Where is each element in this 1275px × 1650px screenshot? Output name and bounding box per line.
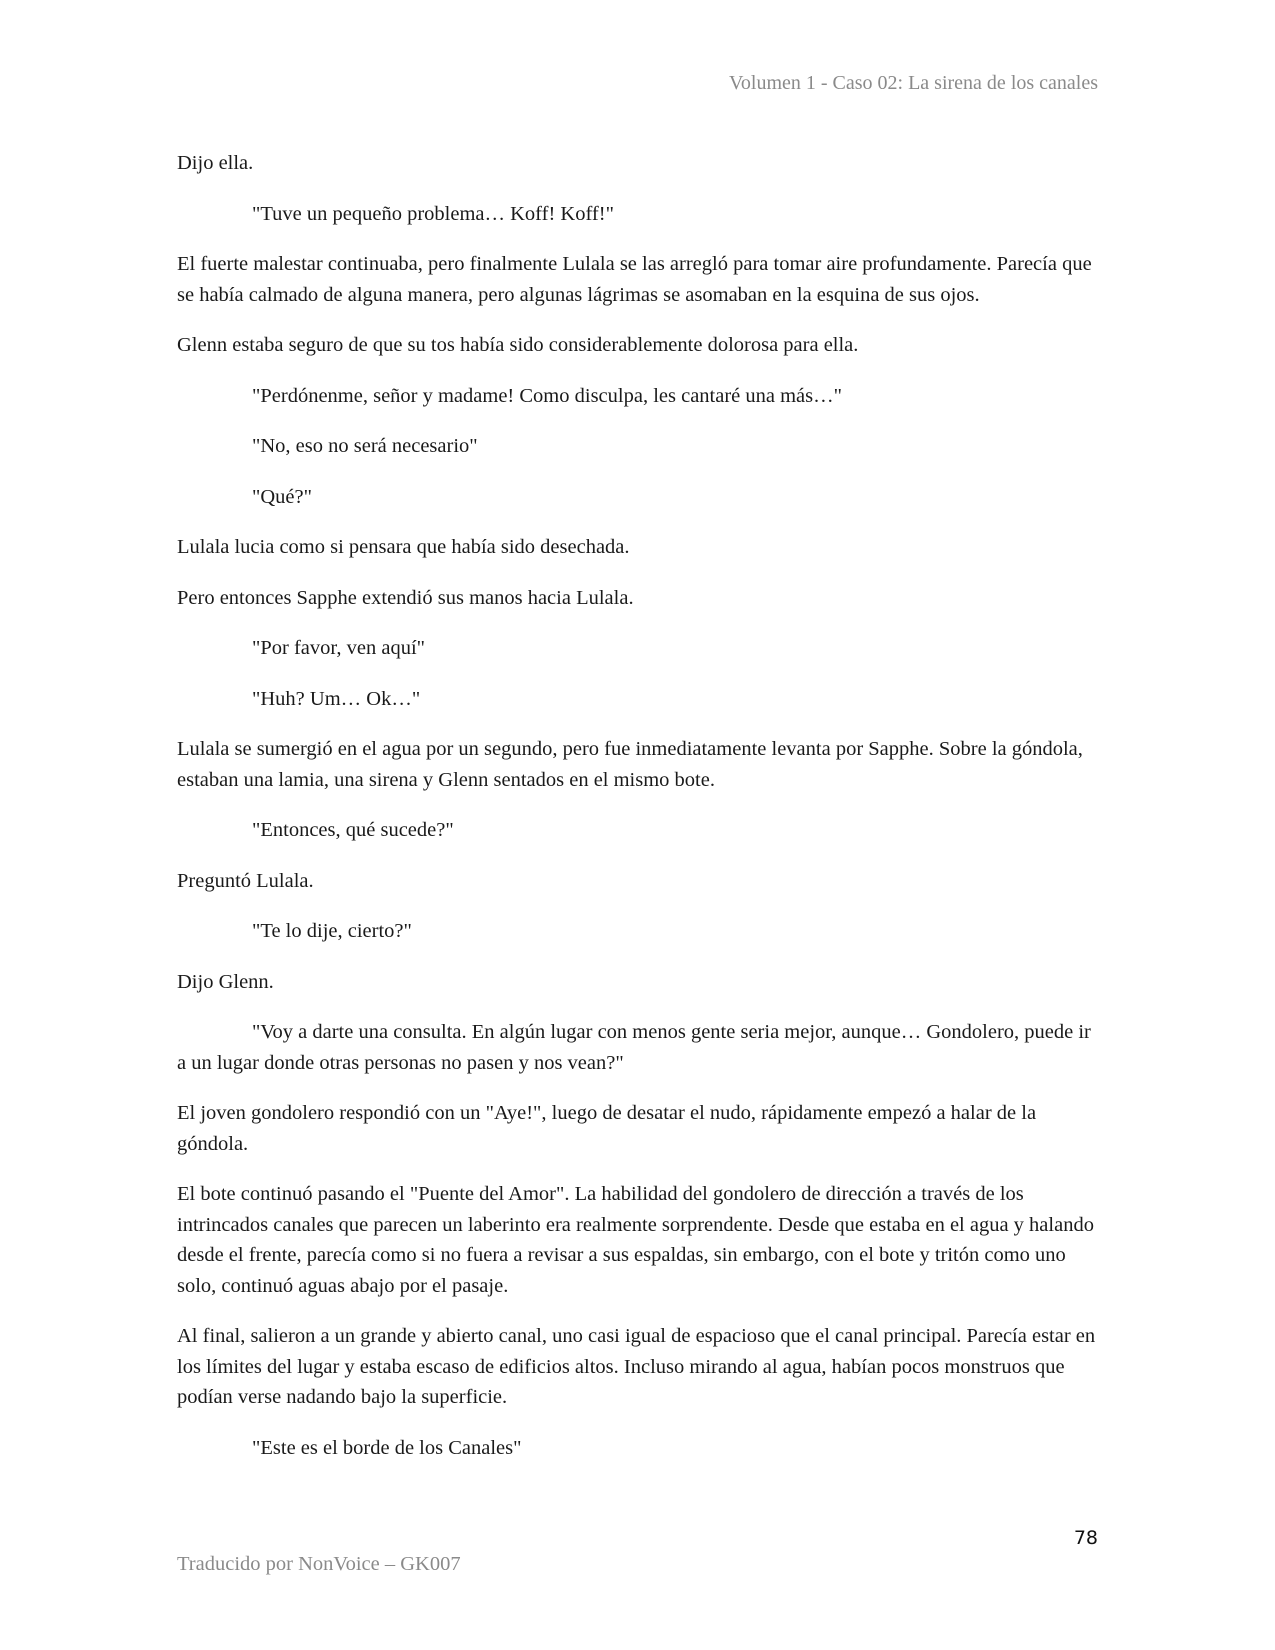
translator-credit: Traducido por NonVoice – GK007 bbox=[177, 1553, 461, 1575]
dialog-paragraph: "Tuve un pequeño problema… Koff! Koff!" bbox=[252, 202, 614, 225]
running-header: Volumen 1 - Caso 02: La sirena de los canales bbox=[729, 72, 1098, 94]
paragraph: Lulala se sumergió en el agua por un segundo, pero fue inmediatamente levanta por Sapphe. Sobre la góndola, estaban una lamia, una sirena y Glenn sentados en el mismo bote. bbox=[177, 738, 1083, 791]
dialog-paragraph: "Huh? Um… Ok…" bbox=[252, 687, 421, 710]
paragraph: Lulala lucia como si pensara que había sido desechada. bbox=[177, 536, 630, 558]
paragraph: Pero entonces Sapphe extendió sus manos hacia Lulala. bbox=[177, 586, 634, 609]
dialog-paragraph: "Perdónenme, señor y madame! Como disculpa, les cantaré una más…" bbox=[252, 384, 842, 407]
paragraph: Al final, salieron a un grande y abierto canal, uno casi igual de espacioso que el canal principal. Parecía estar en los límites del lugar y estaba escaso de edificios altos. Incluso mirando al agua, habían pocos monstruos que podían verse nadando bajo la superficie. bbox=[177, 1325, 1096, 1408]
paragraph: Dijo Glenn. bbox=[177, 970, 274, 993]
dialog-paragraph: "No, eso no será necesario" bbox=[252, 435, 478, 457]
paragraph: Glenn estaba seguro de que su tos había sido considerablemente dolorosa para ella. bbox=[177, 334, 859, 356]
paragraph: Preguntó Lulala. bbox=[177, 869, 314, 892]
dialog-paragraph: "Por favor, ven aquí" bbox=[252, 637, 426, 659]
dialog-paragraph: "Voy a darte una consulta. En algún lugar con menos gente seria mejor, aunque… Gondolero, puede ir a un lugar donde otras personas no pasen y nos vean?" bbox=[177, 1021, 1091, 1074]
dialog-paragraph: "Qué?" bbox=[252, 485, 312, 508]
paragraph: El fuerte malestar continuaba, pero finalmente Lulala se las arregló para tomar aire profundamente. Parecía que se había calmado de alguna manera, pero algunas lágrimas se asomaban en la esquina de sus ojos. bbox=[177, 253, 1092, 306]
dialog-paragraph: "Este es el borde de los Canales" bbox=[252, 1436, 522, 1459]
body-text bbox=[177, 148, 1098, 1483]
paragraph: Dijo ella. bbox=[177, 152, 254, 174]
dialog-paragraph: "Te lo dije, cierto?" bbox=[252, 920, 412, 942]
paragraph: El bote continuó pasando el "Puente del Amor". La habilidad del gondolero de dirección a través de los intrincados canales que parecen un laberinto era realmente sorprendente. Desde que estaba en el agua y halando desde el frente, parecía como si no fuera a revisar a sus espaldas, sin embargo, con el bote y tritón como uno solo, continuó aguas abajo por el pasaje. bbox=[177, 1183, 1094, 1297]
page-number: 78 bbox=[1073, 1527, 1098, 1549]
dialog-paragraph: "Entonces, qué sucede?" bbox=[252, 819, 454, 841]
paragraph: El joven gondolero respondió con un "Aye!", luego de desatar el nudo, rápidamente empezó a halar de la góndola. bbox=[177, 1102, 1037, 1155]
